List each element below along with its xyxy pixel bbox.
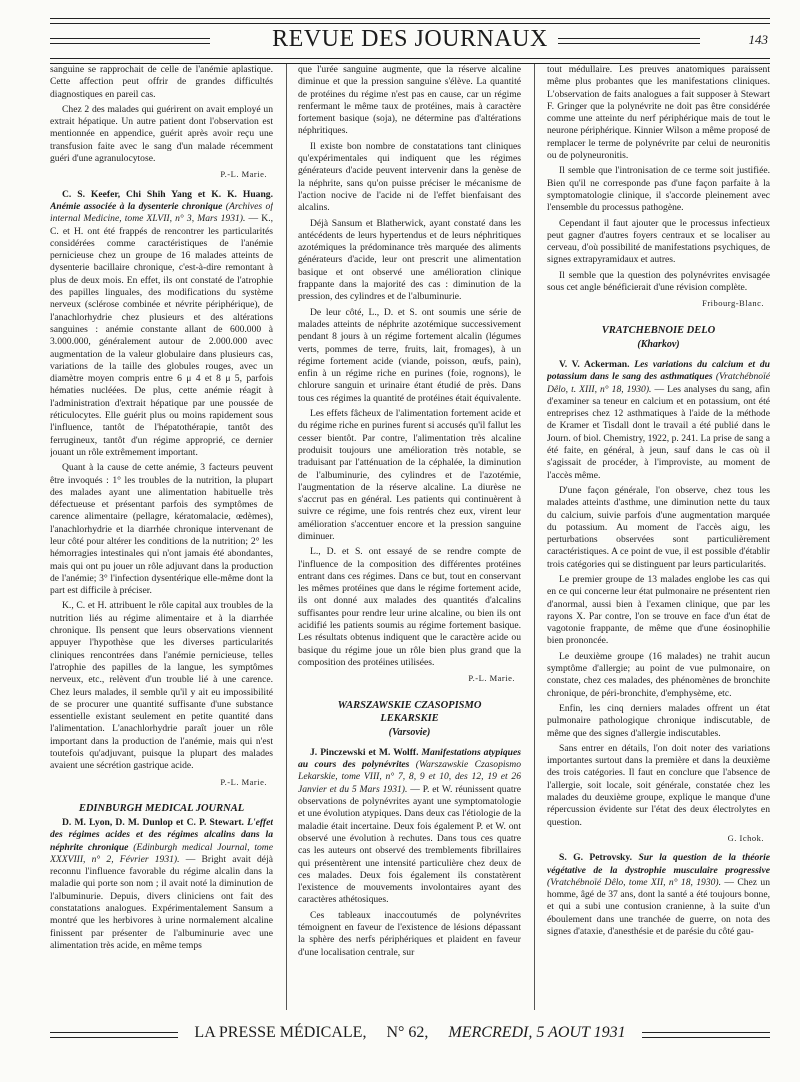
article-title: L'effet des régimes acides et des régimes alcalins dans la néphrite chronique bbox=[50, 816, 273, 853]
author-signature: P.-L. Marie. bbox=[220, 776, 267, 787]
article-body: — Chez un homme, âgé de 37 ans, dont la santé a été toujours bonne, et qui a subi une contusion cranienne, à la suite d'un éboulement dans une tranchée de guerre, on nota des signes d'ataxie, d'anesthésie et de parésie du côté gau- bbox=[547, 876, 770, 937]
author-signature: Fribourg-Blanc. bbox=[702, 298, 764, 309]
article-body: — Les analyses du sang, afin d'examiner sa teneur en calcium et en potassium, ont été entreprises chez 12 asthmatiques à l'aide de la méthode de Kramer et Tisdall dont le travail a été publié dans le Journ. of biol. Chemistry, 1922, p. 241. La prise de sang a été faite, en général, à jeun, sauf dans le cas où il s'agissait de procéder, à l'improviste, au moment de l'accès même. bbox=[547, 383, 770, 481]
paragraph: sanguine se rapprochait de celle de l'anémie aplastique. Cette affection peut offrir de grandes difficultés diagnostiques en pareil cas. bbox=[50, 64, 273, 100]
paragraph: K., C. et H. attribuent le rôle capital aux troubles de la nutrition liés au régime alimentaire et à la diarrhée chronique. Ils pensent que leurs observations viennent appuyer l'hypothèse que les diverses particularités cliniques rencontrées dans l'anémie pernicieuse, telles l'atrophie des papilles de la langue, les symptômes nerveux, etc., relèvent d'un trouble lié à une carence. Chez leurs malades, il semble qu'il y ait eu impossibilité de se procurer une quantité suffisante d'une substance essentielle existant seulement en petite quantité dans l'alimentation. L'anachlorhydrie paraît jouer un rôle important dans la production de l'anémie, mais qui n'est toutefois qu'adjuvant, puisque la plupart des malades avaient une sécrétion gastrique acide. bbox=[50, 600, 273, 772]
paragraph: Il semble que l'intronisation de ce terme soit justifiée. Bien qu'il ne corresponde pas d'une façon parfaite à la symptomatologie clinique, il s'accorde pleinement avec l'ensemble du processus pathogène. bbox=[547, 165, 770, 214]
paragraph: L., D. et S. ont essayé de se rendre compte de l'influence de la composition des différentes protéines entrant dans ces régimes. Dans ce but, tout en conservant les mêmes protéines que dans le régime fortement acide, ils ont donné aux malades des quantités d'alcalins suffisantes pour rendre leur urine alcaline, ou bien ils ont acidifié les patients soumis au régime fortement basique. Les résultats obtenus indiquent que le caractère acide ou basique du régime joue un rôle bien plus grand que la composition des protéines utilisées. bbox=[298, 546, 521, 668]
paragraph: Les effets fâcheux de l'alimentation fortement acide et du régime riche en purines furent si accusés qu'il fallut les cesser bientôt. Par contre, l'alimentation très alcaline produisit toujours une amélioration très notable, se traduisant par l'atténuation de la céphalée, la diminution de l'albuminurie, des cylindres et de l'azotémie, l'augmentation de la réserve alcaline. La diurèse ne s'accrut pas en général. Les patients qui continuèrent à suivre ce régime, une fois rentrés chez eux, virent leur amélioration s'accentuer encore et la pression sanguine diminuer. bbox=[298, 408, 521, 542]
journal-section-title: EDINBURGH MEDICAL JOURNAL bbox=[78, 802, 245, 814]
article-body: — Bright avait déjà reconnu l'influence favorable du régime alcalin dans la maladie qui porte son nom ; il avait noté la diminution de l'albuminurie. Depuis, divers cliniciens ont fait des constatations analogues. Expérimentalement Sansum a montré que les herbivores à urine normalement alcaline finissent par présenter de l'albuminurie avec une alimentation très acide, en même temps bbox=[50, 853, 273, 951]
paragraph: Enfin, les cinq derniers malades offrent un état pulmonaire pathologique chronique indiscutable, de même que des signes d'allergie indiscutables. bbox=[547, 702, 770, 739]
page-number: 143 bbox=[748, 32, 768, 47]
article-source: (Warszawskie Czasopismo Lekarskie, tome VIII, n° 7, 8, 9 et 10, des 12, 19 et 26 Janvier et du 5 Mars 1931). bbox=[298, 759, 521, 795]
journal-section-title: VRATCHEBNOIE DELO bbox=[601, 324, 716, 336]
page-header-title: REVUE DES JOURNAUX bbox=[50, 26, 770, 53]
article-source: (Vratchébnoïé Dêlo, t. XIII, n° 18, 1930). bbox=[547, 371, 770, 395]
journal-section-title bbox=[298, 699, 521, 725]
paragraph: Quant à la cause de cette anémie, 3 facteurs peuvent être invoqués : 1° les troubles de la nutrition, la plupart des malades ayant une alimentation habituelle très défectueuse et présentant parfois des symptômes de carence alimentaire (pellagre, kératomalacie, œdèmes), l'anachlorhydrie et la diarrhée chronique intervenant de leur côté pour altérer les conditions de la nutrition; 2° les hémorragies intestinales qui n'ont jamais été abondantes, mais qui ont pu jouer un rôle adjuvant dans la production de l'anémie; 3° l'infection dysentérique elle-même dont la part est difficile à préciser. bbox=[50, 462, 273, 597]
paragraph: Chez 2 des malades qui guérirent on avait employé un extrait hépatique. Un autre patient dont l'observation est mentionnée en appendice, guérit après avoir reçu une transfusion faite avec le sang d'un malade récemment guéri d'une agranulocytose. bbox=[50, 103, 273, 165]
paragraph: Le premier groupe de 13 malades englobe les cas qui en ce qui concerne leur état pulmonaire ne présentent rien d'anormal, aussi bien à l'examen clinique, que par les rayons X. Par contre, l'on se trouve en face d'un état de vagotonie frappante, de même que d'une éosinophilie bien prononcée. bbox=[547, 573, 770, 647]
article-title: Manifestations atypiques au cours des polynévrites bbox=[298, 746, 521, 771]
journal-title-line-2: LEKARSKIE bbox=[380, 712, 439, 724]
article-authors: V. V. Ackerman. bbox=[559, 358, 630, 370]
article-authors: C. S. Keefer, Chi Shih Yang et K. K. Huang. bbox=[62, 188, 273, 200]
paragraph: Il semble que la question des polynévrites envisagée sous cet angle bénéficierait d'une révision complète. bbox=[547, 269, 770, 294]
journal-city: (Varsovie) bbox=[388, 726, 431, 738]
journal-title-line-1: WARSZAWSKIE CZASOPISMO bbox=[337, 699, 482, 711]
article-title: Sur la question de la théorie végétative de la dystrophie musculaire progressive bbox=[547, 852, 770, 876]
paragraph: D'une façon générale, l'on observe, chez tous les malades atteints d'asthme, une diminution nette du taux du calcium, suivie parfois d'une augmentation marquée du potassium. Au moment de l'accès aigu, les perturbations observées sont particulièrement caractéristiques. A ce point de vue, il est possible d'établir trois catégories qui se distinguent par leurs particularités. bbox=[547, 484, 770, 570]
paragraph: que l'urée sanguine augmente, que la réserve alcaline diminue et que la pression sanguine s'élève. La quantité de protéines du régime n'est pas en cause, car un régime renfermant le même taux de protéines, mais à caractère fortement basique (soja), ne détermine pas d'altérations néphritiques. bbox=[298, 64, 521, 137]
footer-number: N° 62, bbox=[378, 1024, 436, 1041]
article-pinczewski bbox=[298, 747, 521, 907]
article-source: (Archives of internal Medicine, tome XLVII, n° 3, Mars 1931). bbox=[50, 200, 273, 225]
footer-journal: LA PRESSE MÉDICALE, bbox=[186, 1024, 374, 1041]
column-middle bbox=[298, 64, 521, 1014]
paragraph: Le deuxième groupe (16 malades) ne trahit aucun symptôme d'allergie; au point de vue pulmonaire, on constate, chez ces malades, des phénomènes de bronchite chronique, de péri-bronchite, d'emphysème, etc. bbox=[547, 650, 770, 699]
footer-text bbox=[50, 1024, 770, 1042]
article-columns bbox=[50, 64, 770, 1014]
header-top-rule bbox=[50, 18, 770, 24]
paragraph: Il existe bon nombre de constatations tant cliniques qu'expérimentales qui indiquent que les régimes générateurs d'acide peuvent intervenir dans la genèse de la néphrite, sans qu'on puisse préciser le mécanisme de l'action nocive de l'acide ni de l'effet bienfaisant des alcalins. bbox=[298, 140, 521, 214]
column-left bbox=[50, 64, 273, 1014]
article-source: (Vratchébnoïé Dêlo, tome XII, n° 18, 1930). bbox=[547, 876, 722, 888]
author-signature: P.-L. Marie. bbox=[220, 169, 267, 180]
author-signature: G. Ichok. bbox=[727, 832, 764, 843]
author-signature: P.-L. Marie. bbox=[468, 673, 515, 684]
article-source: (Edinburgh medical Journal, tome XXXVIII, n° 2, Février 1931). bbox=[50, 841, 273, 865]
article-body: — P. et W. réunissent quatre observations de polynévrites ayant une symptomatologie et une évolution atypiques. Dans deux cas l'étiologie de la maladie était incertaine. Deux fois également P. et W. ont observé une évolution à rechutes. Dans tous ces quatre cas les auteurs ont observé des tremblements fibrillaires qui présentèrent une intensité particulière chez deux de ces malades. Deux fois également ils constatèrent l'existence de mouvements involontaires ayant des caractères athétosiques. bbox=[298, 783, 521, 906]
paragraph: Sans entrer en détails, l'on doit noter des variations importantes surtout dans la première et dans la deuxième des trois catégories. Il faut en conclure que l'absence de l'allergie, soit locale, soit générale, constatée chez les malades du deuxième groupe, explique le manque d'une répercussion évidente sur l'état des deux électrolytes en question. bbox=[547, 742, 770, 828]
journal-city: (Kharkov) bbox=[637, 338, 680, 350]
article-authors: D. M. Lyon, D. M. Dunlop et C. P. Stewart. bbox=[62, 816, 244, 828]
footer-date: MERCREDI, 5 AOUT 1931 bbox=[440, 1024, 633, 1041]
article-keefer bbox=[50, 189, 273, 460]
article-petrovsky bbox=[547, 852, 770, 938]
article-title: Anémie associée à la dysenterie chronique bbox=[50, 200, 223, 212]
article-authors: J. Pinczewski et M. Wolff. bbox=[310, 746, 419, 758]
article-body: — K., C. et H. ont été frappés de rencontrer les particularités considérées comme caractéristiques de l'anémie pernicieuse chez un groupe de 16 malades atteints de dysenterie bacillaire chronique, c'est-à-dire remontant à plus de deux mois. En effet, ils ont constaté de l'atrophie des papilles linguales, des modifications du système nerveux (sclérose combinée et névrite périphérique), de l'anachlorhydrie chez plusieurs et des altérations sanguines : anémie constante allant de 600.000 à 3.000.000, généralement autour de 2.000.000 avec augmentation de la valeur globulaire dans plusieurs cas, variations de la taille des globules rouges, avec un diamètre moyen compris entre 6 μ 4 et 8 μ 5, parfois hématies nucléées. De plus, cette anémie réagit à l'administration d'extrait hépatique par une poussée de réticulocytes. Elle guérit plus ou moins rapidement sous l'influence, tantôt de l'hépatothérapie, tantôt des ferrugineux, tantôt d'un régime approprié, ce dernier jouant un rôle extrêmement important. bbox=[50, 213, 273, 458]
paragraph: Déjà Sansum et Blatherwick, ayant constaté dans les antécédents de leurs hypertendus et de leurs néphritiques azotémiques la prédominance très marquée des aliments générateurs d'acide, leur ont prescrit une alimentation basique et ont observé une amélioration clinique frappante dans la majorité des cas : diminution de la pression, des cylindres et de l'albuminurie. bbox=[298, 217, 521, 303]
column-divider bbox=[534, 64, 535, 1010]
article-authors: S. G. Petrovsky. bbox=[559, 852, 633, 864]
article-ackerman bbox=[547, 359, 770, 482]
column-right bbox=[547, 64, 770, 1014]
article-lyon bbox=[50, 817, 273, 952]
column-divider bbox=[286, 64, 287, 1010]
paragraph: tout médullaire. Les preuves anatomiques paraissent même plus probantes que les manifestations cliniques. L'observation de faits analogues a fait supposer à Stewart F. Gringer que la polynévrite ne doit pas être considérée comme une atteinte du nerf périphérique mais de tout le neurone périphérique. Kinnier Wilson a même proposé de remplacer le terme de polynévrite par celui de neuronitis ou de polyneuronitis. bbox=[547, 64, 770, 162]
paragraph: Ces tableaux inaccoutumés de polynévrites témoignent en faveur de l'existence de lésions dépassant la sphère des nerfs périphériques et plaident en faveur d'une localisation centrale, sur bbox=[298, 909, 521, 958]
paragraph: De leur côté, L., D. et S. ont soumis une série de malades atteints de néphrite azotémique successivement pendant 8 jours à un régime fortement alcalin (légumes verts, pommes de terre, fruits, lait, fromages), à un régime fortement acide (viande, poisson, œufs, pain), enfin à un régime riche en purines (foie, rognons), le chlorure sanguin et urinaire étant étudié de près. Dans tous ces régimes la quantité de protéines était équivalente. bbox=[298, 306, 521, 404]
page-footer bbox=[50, 1024, 770, 1048]
paragraph: Cependant il faut ajouter que le processus infectieux peut gagner d'autres foyers centraux et se localiser au cerveau, d'où possibilité de manifestations psychiques, de signes extrapyramidaux et autres. bbox=[547, 217, 770, 266]
article-title: Les variations du calcium et du potassium dans le sang des asthmatiques bbox=[547, 358, 770, 383]
journal-page bbox=[50, 14, 770, 1072]
